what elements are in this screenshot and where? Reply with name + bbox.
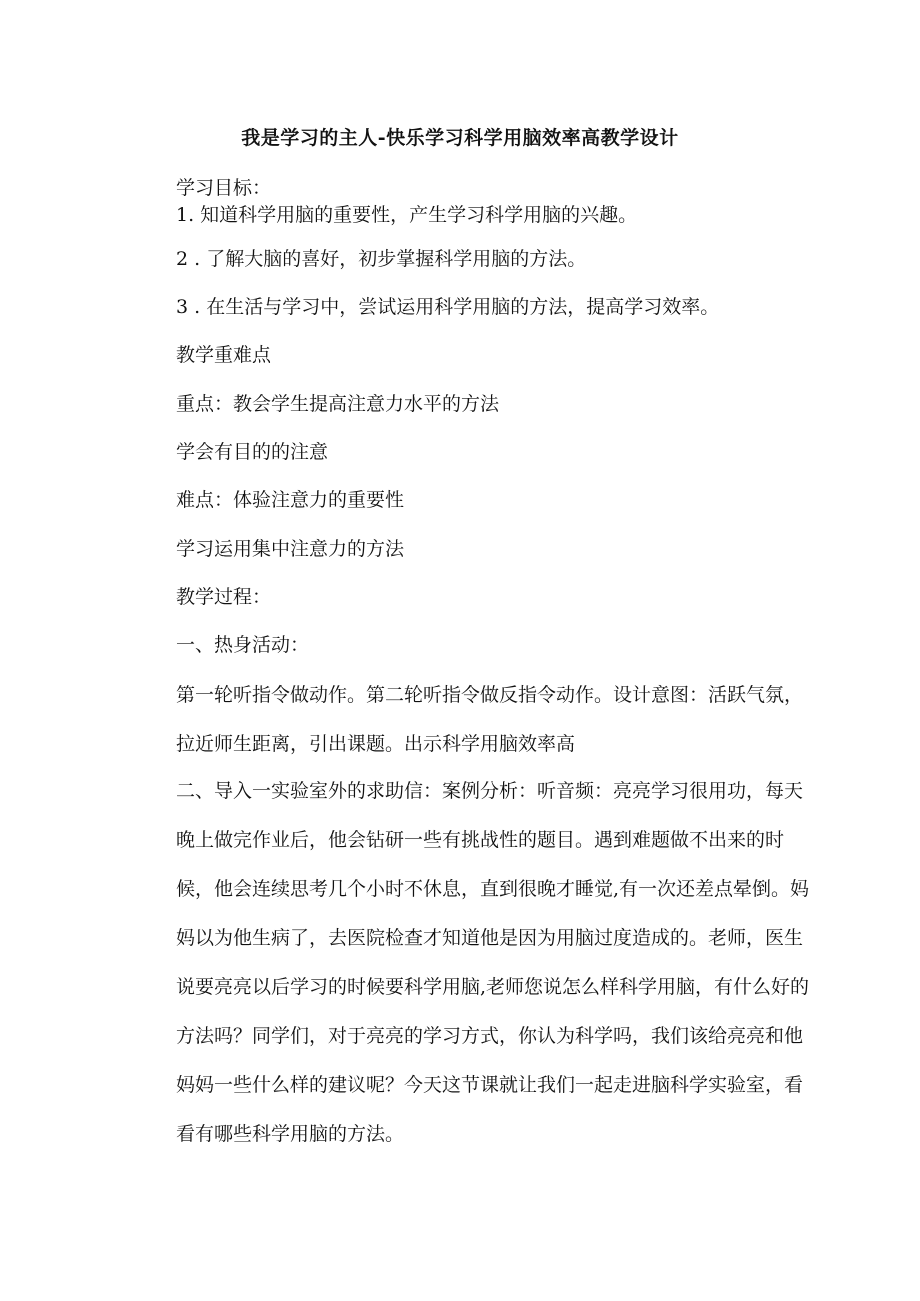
teaching-process-heading: 教学过程： <box>176 586 272 608</box>
warmup-paragraph: 第一轮听指令做动作。第二轮听指令做反指令动作。设计意图：活跃气氛，拉近师生距离，引出课题。出示科学用脑效率高 <box>176 684 804 755</box>
document-title: 我是学习的主人-快乐学习科学用脑效率高教学设计 <box>241 127 679 149</box>
difficulty-line: 难点：体验注意力的重要性 <box>176 489 405 511</box>
goal-item-3: 3 . 在生活与学习中，尝试运用科学用脑的方法，提高学习效率。 <box>176 296 720 318</box>
warmup-heading: 一、热身活动： <box>176 634 310 656</box>
goal-item-1: 1. 知道科学用脑的重要性，产生学习科学用脑的兴趣。 <box>176 204 638 226</box>
key-difficulty-heading: 教学重难点 <box>176 344 272 366</box>
key-point-line: 重点：教会学生提高注意力水平的方法 <box>176 393 500 415</box>
intro-paragraph: 二、导入一实验室外的求助信：案例分析：听音频：亮亮学习很用功，每天晚上做完作业后，他会钻研一些有挑战性的题目。遇到难题做不出来的时候，他会连续思考几个小时不休息，直到很晚才睡觉,有一次还差点晕倒。妈妈以为他生病了，去医院检查才知道他是因为用脑过度造成的。老师，医生说要亮亮以后学习的时候要科学用脑,老师您说怎么样科学用脑，有什么好的方法吗？同学们，对于亮亮的学习方式，你认为科学吗，我们该给亮亮和他妈妈一些什么样的建议呢？今天这节课就让我们一起走进脑科学实验室，看看有哪些科学用脑的方法。 <box>176 780 810 1145</box>
key-point-detail: 学会有目的的注意 <box>176 441 329 463</box>
goal-item-2: 2 . 了解大脑的喜好，初步掌握科学用脑的方法。 <box>176 248 587 270</box>
difficulty-detail: 学习运用集中注意力的方法 <box>176 538 405 560</box>
learning-goals-heading: 学习目标： <box>176 177 272 199</box>
